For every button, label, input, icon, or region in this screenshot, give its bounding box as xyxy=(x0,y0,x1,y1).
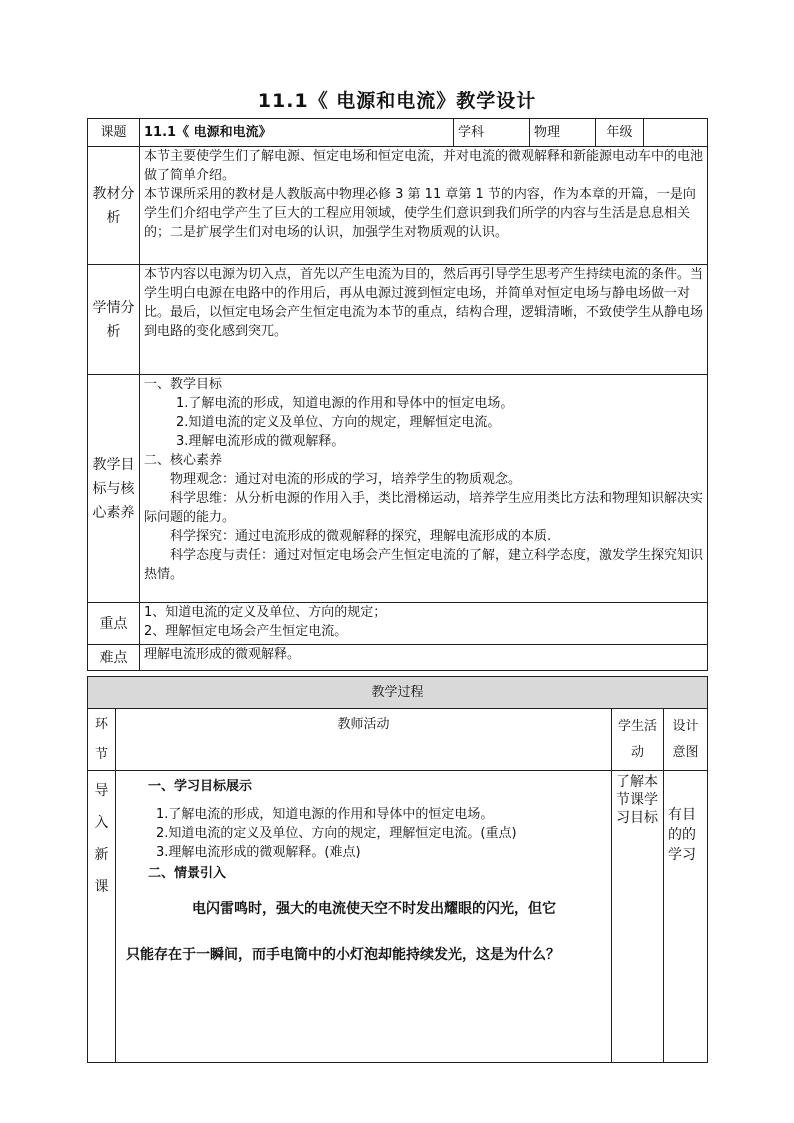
lesson-value: 11.1《 电源和电流》 xyxy=(140,119,454,147)
goal-item: 1.了解电流的形成，知道电源的作用和导体中的恒定电场。 xyxy=(176,396,514,411)
goals-heading: 一、教学目标 xyxy=(144,377,223,392)
lesson-info-table xyxy=(87,118,708,671)
literacy-item: 科学态度与责任：通过对恒定电场会产生恒定电流的了解，建立科学态度，激发学生探究知识热情。 xyxy=(144,548,704,582)
textbook-paragraph: 本节主要使学生们了解电源、恒定电场和恒定电流，并对电流的微观解释和新能源电动车中的电池做了简单介绍。 xyxy=(144,149,704,183)
student-activity: 了解本节课学习目标 xyxy=(612,771,664,1063)
subject-label: 学科 xyxy=(454,119,530,147)
key-points-label: 重点 xyxy=(88,603,140,645)
subject-value: 物理 xyxy=(530,119,596,147)
grade-label: 年级 xyxy=(596,119,644,147)
literacy-heading: 二、核心素养 xyxy=(144,453,223,468)
document-title: 11.1《 电源和电流》教学设计 xyxy=(257,90,537,112)
lesson-label: 课题 xyxy=(88,119,140,147)
stage-intro: 导入新课 xyxy=(88,771,116,1063)
key-point-item: 1、知道电流的定义及单位、方向的规定； xyxy=(144,605,387,620)
key-points-content xyxy=(140,603,708,645)
section-heading: 二、情景引入 xyxy=(148,866,227,881)
col-student: 学生活动 xyxy=(612,709,664,771)
col-design: 设计意图 xyxy=(664,709,708,771)
textbook-paragraph: 本节课所采用的教材是人教版高中物理必修 3 第 11 章第 1 节的内容，作为本章的开篇，一是向学生们介绍电学产生了巨大的工程应用领域，使学生们意识到我们所学的内容与生活是息息相关的；二是扩展学生们对电场的认识，加强学生对物质观的认识。 xyxy=(144,187,696,240)
process-title: 教学过程 xyxy=(88,677,708,709)
section-heading: 一、学习目标展示 xyxy=(148,779,253,794)
goal-display-item: 1.了解电流的形成，知道电源的作用和导体中的恒定电场。 xyxy=(156,807,494,822)
teaching-process-table xyxy=(87,676,708,1063)
col-stage: 环节 xyxy=(88,709,116,771)
goal-item: 2.知道电流的定义及单位、方向的规定，理解恒定电流。 xyxy=(176,415,501,430)
literacy-item: 科学探究：通过电流形成的微观解释的探究，理解电流形成的本质. xyxy=(170,529,552,544)
difficulty-label: 难点 xyxy=(88,645,140,671)
key-point-item: 2、理解恒定电场会产生恒定电流。 xyxy=(144,624,348,639)
goal-display-item: 2.知道电流的定义及单位、方向的规定，理解恒定电流。(重点) xyxy=(156,826,517,841)
scene-text: 只能存在于一瞬间，而手电筒中的小灯泡却能持续发光，这是为什么？ xyxy=(126,947,560,963)
grade-value xyxy=(644,119,708,147)
difficulty-content: 理解电流形成的微观解释。 xyxy=(140,645,708,671)
literacy-item: 科学思维：从分析电源的作用入手，类比滑梯运动，培养学生应用类比方法和物理知识解决实际问题的能力。 xyxy=(144,491,704,525)
scene-text: 电闪雷鸣时，强大的电流使天空不时发出耀眼的闪光，但它 xyxy=(192,901,556,917)
students-analysis: 本节内容以电源为切入点，首先以产生电流为目的，然后再引导学生思考产生持续电流的条件。当学生明白电源在电路中的作用后，再从电源过渡到恒定电场，并简单对恒定电场与静电场做一对比。最后，以恒定电场会产生恒定电流为本节的重点，结构合理，逻辑清晰，不致使学生从静电场到电路的变化感到突兀。 xyxy=(140,265,708,375)
literacy-item: 物理观念：通过对电流的形成的学习，培养学生的物质观念。 xyxy=(170,472,522,487)
goal-item: 3.理解电流形成的微观解释。 xyxy=(176,434,345,449)
col-teacher: 教师活动 xyxy=(116,709,612,771)
textbook-label: 教材分析 xyxy=(88,147,140,265)
goals-label: 教学目标与核心素养 xyxy=(88,375,140,603)
teacher-activity xyxy=(116,771,612,1063)
textbook-analysis xyxy=(140,147,708,265)
design-intent: 有目的的学习 xyxy=(664,771,708,1063)
goal-display-item: 3.理解电流形成的微观解释。(难点) xyxy=(156,845,361,860)
goals-content xyxy=(140,375,708,603)
students-label: 学情分析 xyxy=(88,265,140,375)
